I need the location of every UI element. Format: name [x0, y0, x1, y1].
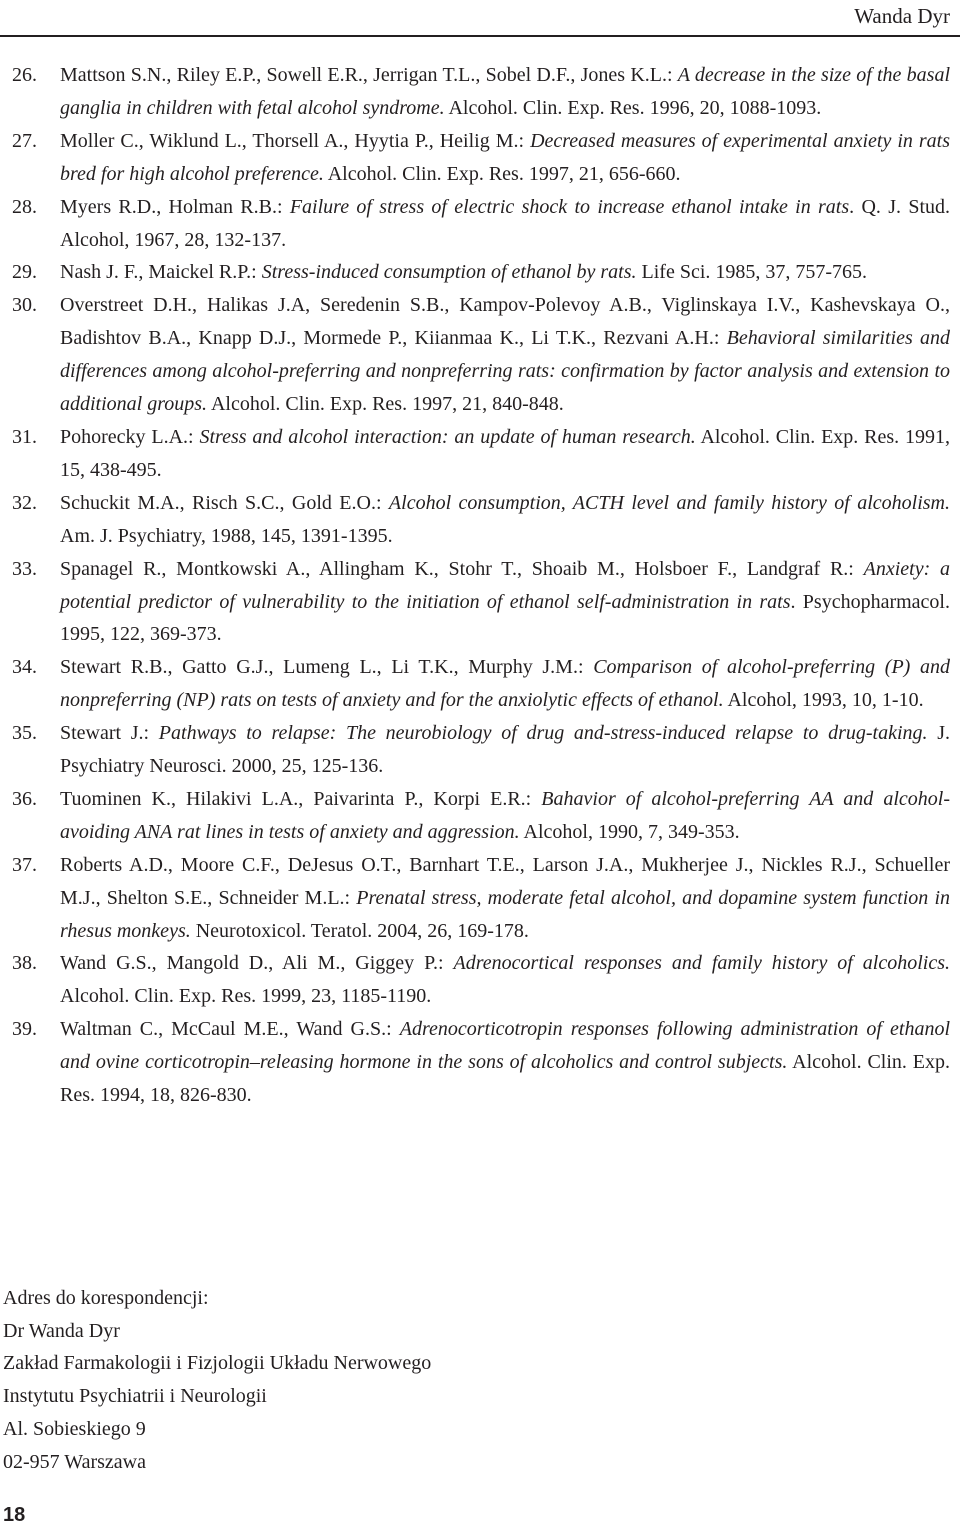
reference-title: Prenatal stress, moderate fetal alcohol, and dopamine system function in rhesus monkeys. — [60, 886, 950, 942]
reference-title: Alcohol consumption, ACTH level and family history of alcoholism. — [388, 491, 951, 514]
reference-authors: Myers R.D., Holman R.B.: — [60, 195, 290, 218]
reference-authors: Waltman C., McCaul M.E., Wand G.S.: — [60, 1018, 400, 1041]
running-header: Wanda Dyr — [854, 4, 950, 28]
reference-number: 30. — [12, 294, 37, 317]
reference-item — [12, 553, 950, 652]
reference-number: 34. — [12, 656, 37, 679]
reference-item — [12, 783, 950, 849]
reference-title: Anxiety: a potential predictor of vulnerability to the initiation of ethanol self-administration in rats — [60, 557, 950, 613]
reference-number: 36. — [12, 787, 37, 810]
reference-number: 28. — [12, 195, 37, 218]
reference-number: 26. — [12, 64, 37, 86]
reference-item — [12, 717, 950, 783]
reference-source: Alcohol, 1990, 7, 349-353. — [519, 820, 740, 843]
reference-source: Alcohol. Clin. Exp. Res. 1997, 21, 656-660. — [323, 162, 681, 185]
reference-source: Alcohol. Clin. Exp. Res. 1996, 20, 1088-1093. — [444, 96, 822, 119]
header-rule — [0, 35, 960, 37]
reference-title: Pathways to relapse: The neurobiology of drug and-stress-induced relapse to drug-taking. — [158, 722, 928, 745]
reference-number: 37. — [12, 853, 37, 876]
page-number: 18 — [3, 1504, 26, 1526]
reference-number: 27. — [12, 129, 37, 152]
reference-source: Neurotoxicol. Teratol. 2004, 26, 169-178. — [190, 919, 529, 942]
reference-authors: Nash J. F., Maickel R.P.: — [60, 261, 262, 284]
reference-title: Bahavior of alcohol-preferring AA and alcohol-avoiding ANA rat lines in tests of anxiety and aggression. — [60, 787, 951, 843]
reference-item — [12, 125, 950, 191]
reference-authors: Wand G.S., Mangold D., Ali M., Giggey P.: — [60, 952, 454, 975]
reference-authors: Tuominen K., Hilakivi L.A., Paivarinta P., Korpi E.R.: — [60, 787, 542, 810]
reference-authors: Overstreet D.H., Halikas J.A, Seredenin S.B., Kampov-Polevoy A.B., Viglinskaya I.V., Kashevskaya O., Badishtov B.A., Knapp D.J., Mormede P., Kiianmaa K., Li T.K., Rezvani A.H.: — [60, 294, 950, 350]
reference-number: 29. — [12, 261, 37, 284]
reference-source: . Psychopharmacol. 1995, 122, 369-373. — [60, 590, 950, 646]
reference-source: Alcohol. Clin. Exp. Res. 1997, 21, 840-848. — [207, 393, 564, 416]
reference-title: Failure of stress of electric shock to increase ethanol intake in rats — [289, 195, 850, 218]
reference-title: Comparison of alcohol-preferring (P) and nonpreferring (NP) rats on tests of anxiety and for the anxiolytic effects of ethanol. — [60, 656, 950, 712]
reference-item — [12, 256, 950, 289]
reference-source: Am. J. Psychiatry, 1988, 145, 1391-1395. — [60, 524, 393, 547]
reference-source: J. Psychiatry Neurosci. 2000, 25, 125-136. — [60, 722, 950, 778]
reference-title: Stress-induced consumption of ethanol by rats. — [261, 261, 637, 284]
reference-authors: Moller C., Wiklund L., Thorsell A., Hyytia P., Heilig M.: — [60, 129, 531, 152]
reference-number: 32. — [12, 491, 37, 514]
correspondence-institute: Instytutu Psychiatrii i Neurologii — [3, 1385, 267, 1408]
reference-item — [12, 651, 950, 717]
reference-item — [12, 849, 950, 948]
reference-list — [12, 59, 950, 1112]
reference-item — [12, 59, 950, 125]
reference-title: A decrease in the size of the basal ganglia in children with fetal alcohol syndrome. — [60, 64, 951, 119]
reference-source: Alcohol. Clin. Exp. Res. 1999, 23, 1185-1190. — [60, 985, 432, 1008]
reference-item — [12, 421, 950, 487]
reference-authors: Stewart J.: — [60, 722, 159, 745]
reference-title: Adrenocorticotropin responses following administration of ethanol and ovine corticotropin–releasing hormone in the sons of alcoholics and control subjects. — [60, 1018, 951, 1074]
reference-title: Behavioral similarities and differences among alcohol-preferring and nonpreferring rats: confirmation by factor analysis and extension to additional groups. — [60, 327, 950, 416]
correspondence-department: Zakład Farmakologii i Fizjologii Układu Nerwowego — [3, 1352, 432, 1375]
reference-source: Life Sci. 1985, 37, 757-765. — [636, 261, 868, 284]
reference-item — [12, 487, 950, 553]
correspondence-city: 02-957 Warszawa — [3, 1450, 146, 1473]
reference-authors: Stewart R.B., Gatto G.J., Lumeng L., Li T.K., Murphy J.M.: — [60, 656, 594, 679]
reference-item — [12, 289, 950, 421]
reference-source: . Q. J. Stud. Alcohol, 1967, 28, 132-137. — [60, 195, 951, 251]
reference-title: Adrenocortical responses and family history of alcoholics. — [453, 952, 950, 975]
reference-title: Decreased measures of experimental anxiety in rats bred for high alcohol preference. — [60, 129, 950, 185]
reference-number: 38. — [12, 952, 37, 975]
reference-number: 33. — [12, 557, 37, 580]
correspondence-block — [3, 1282, 431, 1478]
reference-authors: Roberts A.D., Moore C.F., DeJesus O.T., Barnhart T.E., Larson J.A., Mukherjee J., Nickles R.J., Schueller M.J., Shelton S.E., Schneider M.L.: — [60, 853, 950, 909]
reference-number: 35. — [12, 722, 37, 745]
reference-number: 31. — [12, 425, 37, 448]
correspondence-heading: Adres do korespondencji: — [3, 1287, 209, 1309]
reference-item — [12, 947, 950, 1013]
reference-source: Alcohol. Clin. Exp. Res. 1991, 15, 438-495. — [60, 425, 951, 481]
reference-authors: Spanagel R., Montkowski A., Allingham K., Stohr T., Shoaib M., Holsboer F., Landgraf R.: — [60, 557, 864, 580]
correspondence-street: Al. Sobieskiego 9 — [3, 1417, 146, 1440]
reference-source: Alcohol, 1993, 10, 1-10. — [723, 689, 924, 712]
reference-authors: Mattson S.N., Riley E.P., Sowell E.R., Jerrigan T.L., Sobel D.F., Jones K.L.: — [60, 64, 678, 86]
reference-authors: Pohorecky L.A.: — [60, 425, 200, 448]
reference-title: Stress and alcohol interaction: an update of human research. — [199, 425, 696, 448]
reference-authors: Schuckit M.A., Risch S.C., Gold E.O.: — [60, 491, 389, 514]
reference-source: Alcohol. Clin. Exp. Res. 1994, 18, 826-830. — [60, 1051, 950, 1107]
reference-number: 39. — [12, 1018, 37, 1041]
correspondence-name: Dr Wanda Dyr — [3, 1319, 120, 1342]
reference-item — [12, 1013, 950, 1112]
reference-item — [12, 191, 950, 257]
